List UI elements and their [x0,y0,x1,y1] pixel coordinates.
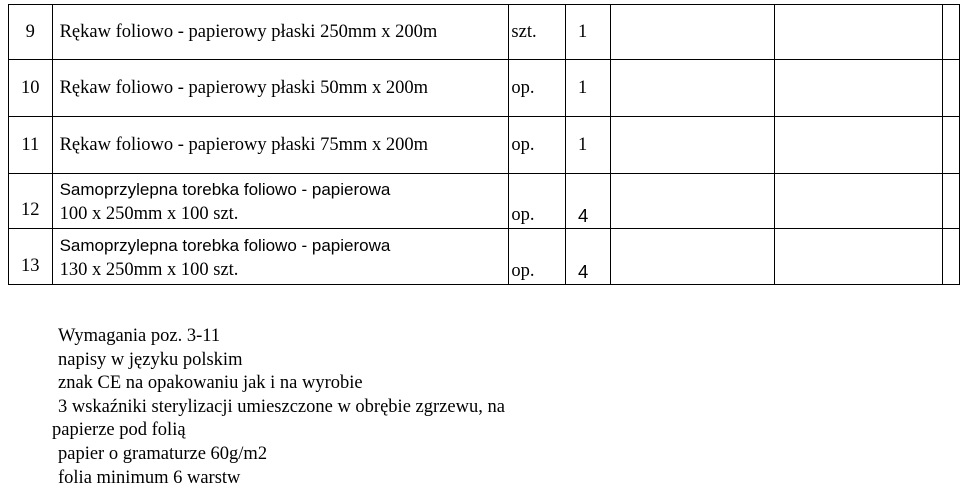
empty-cell [610,174,774,229]
requirement-line: 3 wskaźniki sterylizacji umieszczone w obrębie zgrzewu, na [58,396,505,417]
empty-cell [610,60,774,117]
item-unit: op. [509,60,566,117]
empty-cell [774,5,942,60]
item-quantity: 1 [565,5,610,60]
item-name: Rękaw foliowo - papierowy płaski 75mm x 200m [52,117,509,174]
item-quantity: 4 [565,174,610,229]
items-table-wrapper [8,4,960,285]
requirements-heading: Wymagania poz. 3-11 [58,326,221,346]
empty-cell [774,60,942,117]
item-name [52,174,509,229]
empty-cell [943,229,960,285]
items-table [8,4,960,285]
empty-cell [774,117,942,174]
item-name: Rękaw foliowo - papierowy płaski 250mm x 200m [52,5,509,60]
empty-cell [774,229,942,285]
item-name [52,229,509,285]
item-unit: szt. [509,5,566,60]
empty-cell [610,229,774,285]
empty-cell [943,60,960,117]
requirements-block [52,325,612,490]
empty-cell [943,117,960,174]
empty-cell [943,174,960,229]
empty-cell [610,117,774,174]
requirement-line: papier o gramaturze 60g/m2 [58,443,268,464]
table-row [9,174,960,229]
item-unit: op. [509,174,566,229]
item-unit: op. [509,117,566,174]
item-name: Rękaw foliowo - papierowy płaski 50mm x 200m [52,60,509,117]
requirement-line: napisy w języku polskim [58,349,243,370]
requirement-line: znak CE na opakowaniu jak i na wyrobie [58,373,363,394]
table-row [9,60,960,117]
table-row [9,229,960,285]
item-name-line: Samoprzylepna torebka foliowo - papierowa [59,180,391,199]
empty-cell [774,174,942,229]
item-quantity: 1 [565,117,610,174]
item-name-line: 100 x 250mm x 100 szt. [59,204,239,224]
item-name-line: 130 x 250mm x 100 szt. [59,260,239,280]
item-quantity: 1 [565,60,610,117]
row-number: 13 [9,229,53,285]
item-unit: op. [509,229,566,285]
table-row [9,5,960,60]
requirement-line: folia minimum 6 warstw [58,467,241,488]
requirement-line: papierze pod folią [52,420,186,441]
row-number: 12 [9,174,53,229]
empty-cell [943,5,960,60]
row-number: 9 [9,5,53,60]
table-row [9,117,960,174]
item-quantity: 4 [565,229,610,285]
empty-cell [610,5,774,60]
item-name-line: Samoprzylepna torebka foliowo - papierowa [59,236,391,255]
row-number: 11 [9,117,53,174]
row-number: 10 [9,60,53,117]
